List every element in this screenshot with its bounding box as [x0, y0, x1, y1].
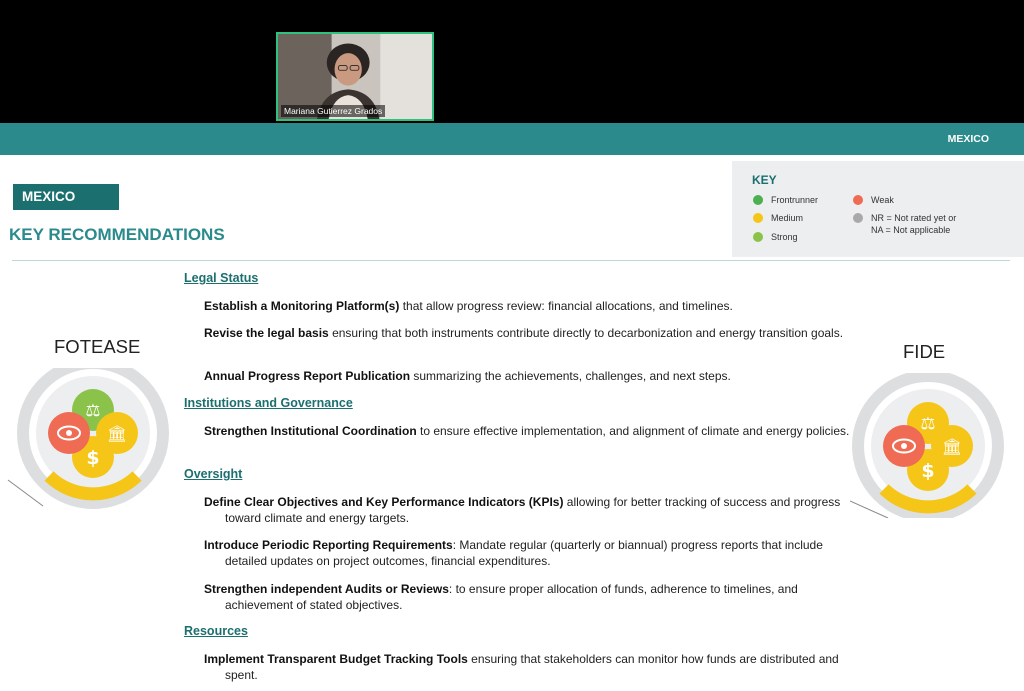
slide-header-bar	[0, 123, 1024, 155]
key-label: Strong	[771, 232, 798, 242]
key-label: Frontrunner	[771, 195, 819, 205]
strong-dot-icon	[753, 232, 763, 242]
section-title-oversight: Oversight	[184, 467, 243, 481]
recommendation-item	[204, 368, 865, 384]
key-item-not-rated	[853, 212, 956, 236]
recommendation-item	[204, 423, 865, 439]
right-rating-diagram	[850, 373, 1010, 518]
recommendation-text: ensuring that stakeholders can monitor how funds are distributed and spent.	[225, 652, 839, 682]
left-diagram-label: FOTEASE	[54, 336, 141, 357]
recommendation-heading: Implement Transparent Budget Tracking Tools	[204, 652, 468, 666]
key-item-weak	[853, 194, 894, 206]
key-label-continued: NA = Not applicable	[871, 225, 951, 235]
key-title: KEY	[752, 173, 777, 187]
key-label: Medium	[771, 213, 804, 223]
header-country-label: MEXICO	[947, 133, 989, 145]
svg-text:$: $	[921, 460, 935, 482]
section-title-legal-status: Legal Status	[184, 271, 259, 285]
svg-text:⚖: ⚖	[920, 414, 936, 434]
participant-video-tile[interactable]	[276, 32, 434, 121]
recommendation-text: ensuring that both instruments contribute directly to decarbonization and energy transition goals.	[328, 326, 844, 340]
country-tag: MEXICO	[13, 184, 119, 210]
section-title-resources: Resources	[184, 624, 248, 638]
svg-text:⚖: ⚖	[85, 401, 101, 421]
key-item-medium	[753, 212, 803, 224]
key-label: Weak	[871, 195, 894, 205]
legend-key-box	[732, 161, 1024, 257]
title-divider	[12, 260, 1010, 261]
key-item-strong	[753, 231, 798, 243]
recommendation-item	[204, 651, 865, 683]
recommendation-heading: Strengthen independent Audits or Reviews	[204, 582, 449, 596]
weak-dot-icon	[853, 195, 863, 205]
recommendation-text: summarizing the achievements, challenges, and next steps.	[410, 369, 731, 383]
participant-name-label: Mariana Gutierrez Grados	[281, 105, 385, 117]
section-title-institutions: Institutions and Governance	[184, 396, 353, 410]
oversight-petal	[48, 412, 90, 454]
recommendation-item	[204, 325, 865, 341]
key-label-group	[871, 212, 956, 236]
medium-dot-icon	[753, 213, 763, 223]
recommendation-text: allowing for better tracking of success and progress toward climate and energy targets.	[225, 495, 841, 525]
key-item-frontrunner	[753, 194, 818, 206]
recommendation-item	[204, 494, 865, 526]
recommendation-item	[204, 581, 865, 613]
key-label: NR = Not rated yet or	[871, 213, 957, 223]
frontrunner-dot-icon	[753, 195, 763, 205]
recommendation-text: : to ensure proper allocation of funds, adherence to timelines, and achievement of stated objectives.	[225, 582, 798, 612]
recommendation-heading: Define Clear Objectives and Key Performance Indicators (KPIs)	[204, 495, 564, 509]
svg-text:🏛: 🏛	[941, 437, 963, 456]
recommendation-heading: Revise the legal basis	[204, 326, 329, 340]
svg-text:🏛: 🏛	[106, 424, 128, 443]
recommendation-item	[204, 298, 865, 314]
recommendation-heading: Introduce Periodic Reporting Requirements	[204, 538, 453, 552]
left-rating-diagram	[5, 368, 175, 513]
oversight-petal	[883, 425, 925, 467]
recommendation-text: that allow progress review: financial allocations, and timelines.	[399, 299, 733, 313]
meeting-video-bar	[0, 0, 1024, 123]
slide-title: KEY RECOMMENDATIONS	[9, 225, 225, 244]
recommendation-heading: Establish a Monitoring Platform(s)	[204, 299, 400, 313]
recommendation-text: to ensure effective implementation, and alignment of climate and energy policies.	[416, 424, 850, 438]
svg-text:$: $	[86, 447, 100, 469]
not-rated-dot-icon	[853, 213, 863, 223]
right-diagram-label: FIDE	[903, 341, 946, 362]
presentation-slide	[0, 123, 1024, 691]
recommendation-text: : Mandate regular (quarterly or biannual) progress reports that include detailed updates on project outcomes, financial expenditures.	[225, 538, 823, 568]
recommendation-heading: Annual Progress Report Publication	[204, 369, 411, 383]
recommendation-heading: Strengthen Institutional Coordination	[204, 424, 417, 438]
recommendation-item	[204, 537, 865, 569]
